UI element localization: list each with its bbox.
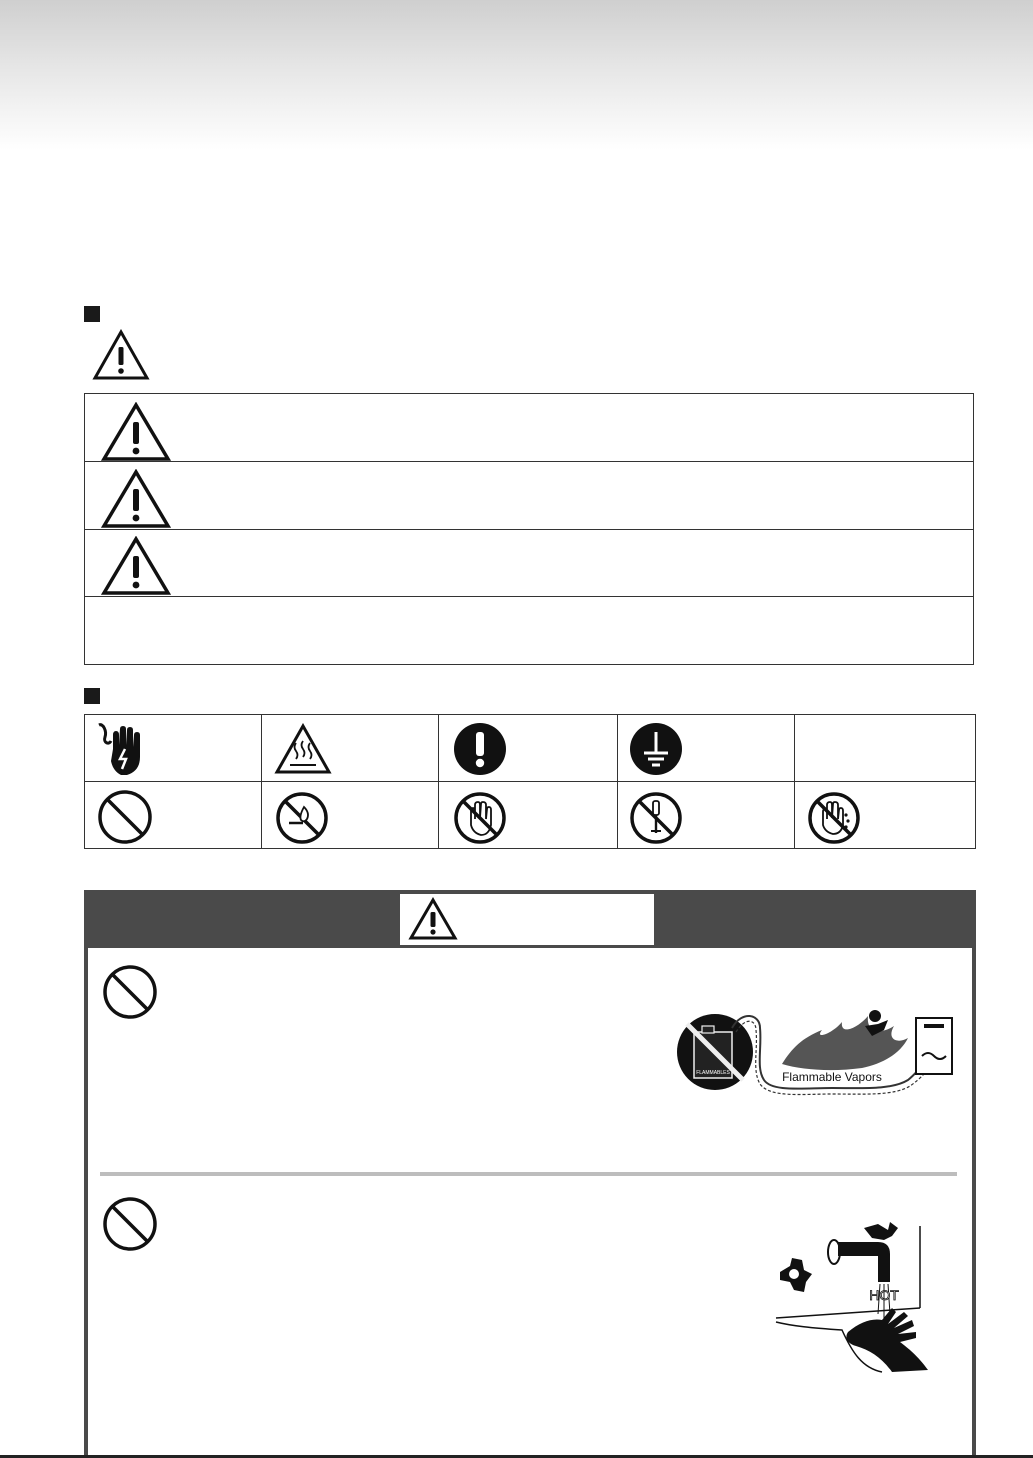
- warning-triangle-icon: [101, 469, 171, 529]
- hot-surface-icon: [274, 723, 332, 775]
- can-label: FLAMMABLES: [696, 1070, 730, 1076]
- warning-triangle-icon: [101, 536, 171, 596]
- warning-item-separator: [100, 1172, 957, 1176]
- table-divider: [261, 715, 262, 848]
- symbol-legend-table: [84, 714, 976, 849]
- mandatory-action-icon: [453, 722, 507, 776]
- section-marker-square: [84, 306, 100, 322]
- prohibited-icon: [102, 1196, 158, 1252]
- prohibited-icon: [97, 789, 153, 845]
- electric-shock-icon: [95, 721, 145, 777]
- table-divider: [85, 529, 973, 530]
- warning-triangle-icon: [101, 402, 171, 462]
- do-not-disassemble-icon: [629, 791, 683, 845]
- table-divider: [85, 596, 973, 597]
- section-marker-square: [84, 688, 100, 704]
- table-divider: [438, 715, 439, 848]
- prohibited-icon: [102, 964, 158, 1020]
- table-divider: [85, 461, 973, 462]
- hot-label: HOT: [869, 1287, 899, 1303]
- signal-word-table: [84, 393, 974, 665]
- warning-triangle-icon: [408, 897, 458, 941]
- vapor-label: Flammable Vapors: [782, 1070, 882, 1084]
- warning-label-box: [400, 894, 654, 945]
- do-not-touch-icon: [453, 791, 507, 845]
- flammable-vapors-illustration: [672, 1008, 958, 1098]
- do-not-touch-wet-hands-icon: [807, 791, 861, 845]
- header-gradient: [0, 0, 1033, 150]
- hot-water-faucet-illustration: [772, 1222, 942, 1374]
- ground-icon: [629, 722, 683, 776]
- table-divider: [85, 781, 975, 782]
- table-divider: [794, 715, 795, 848]
- no-open-flame-icon: [275, 791, 329, 845]
- warning-triangle-icon: [92, 329, 150, 381]
- table-divider: [617, 715, 618, 848]
